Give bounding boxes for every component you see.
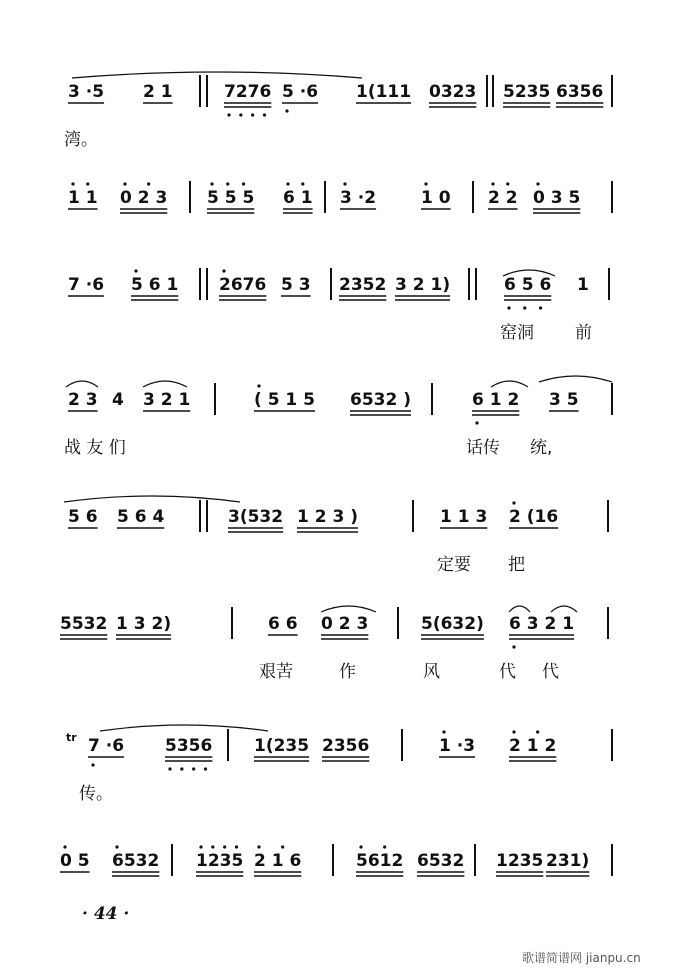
note-group: 1235: [496, 851, 544, 871]
watermark: 歌谱简谱网 jianpu.cn: [522, 951, 641, 965]
octave-dot-high: [257, 845, 260, 848]
note-group: 1(235: [254, 736, 310, 756]
octave-dot-low: [507, 306, 510, 309]
octave-dot-high: [343, 182, 346, 185]
note-group: 6356: [556, 82, 604, 102]
octave-dot-high: [86, 182, 89, 185]
octave-dot-low: [285, 109, 288, 112]
note-group: 5 3: [281, 275, 311, 295]
octave-dot-low: [168, 767, 171, 770]
score-row: [79, 725, 612, 804]
slur: [72, 72, 362, 78]
note-group: 3(532: [228, 507, 284, 527]
note-group: 3 ·5: [68, 82, 105, 102]
octave-dot-low: [475, 421, 478, 424]
octave-dot-low: [227, 113, 230, 116]
ornament-mark: tr: [66, 731, 77, 744]
note-group: 5 5 5: [207, 188, 255, 208]
slur: [143, 381, 187, 387]
note-group: 2676: [219, 275, 267, 295]
octave-dot-high: [123, 182, 126, 185]
note-group: 6 1: [283, 188, 313, 208]
note-group: 1 3 2): [116, 614, 172, 634]
octave-dot-high: [134, 269, 137, 272]
octave-dot-high: [199, 845, 202, 848]
note-group: 5532: [60, 614, 108, 634]
note-group: 6532: [112, 851, 160, 871]
note-group: 231): [546, 851, 590, 871]
octave-dot-high: [222, 269, 225, 272]
note-group: 5356: [165, 736, 213, 756]
page-number: · 44 ·: [82, 904, 130, 924]
octave-dot-high: [424, 182, 427, 185]
slur: [491, 381, 528, 387]
notation-rows: [60, 72, 612, 876]
octave-dot-high: [383, 845, 386, 848]
octave-dot-high: [536, 182, 539, 185]
slur: [100, 725, 268, 731]
octave-dot-low: [239, 113, 242, 116]
lyric-text: 前: [575, 323, 592, 343]
note-group: 0 5: [60, 851, 90, 871]
note-group: 1235: [196, 851, 244, 871]
slur: [64, 496, 240, 502]
note-group: 5(632): [421, 614, 484, 634]
lyric-text: 作: [339, 662, 356, 682]
lyric-text: 窑洞: [500, 323, 534, 343]
score-row: [68, 268, 609, 343]
lyric-text: 代: [499, 662, 516, 682]
slur: [321, 606, 376, 612]
note-group: 5 6 4: [117, 507, 165, 527]
lyric-text: 湾。: [64, 130, 98, 150]
score-row: [64, 496, 608, 575]
note-group: 2 1 2: [509, 736, 557, 756]
note-group: 6532 ): [350, 390, 412, 410]
octave-dot-high: [301, 182, 304, 185]
octave-dot-low: [204, 767, 207, 770]
slur: [509, 606, 530, 612]
note-group: 1 1: [68, 188, 98, 208]
octave-dot-high: [512, 730, 515, 733]
note-group: 1 0: [421, 188, 451, 208]
octave-dot-high: [512, 501, 515, 504]
lyric-text: 统,: [530, 438, 553, 458]
note-group: 1: [577, 275, 589, 295]
note-group: 0 2 3: [120, 188, 168, 208]
octave-dot-high: [71, 182, 74, 185]
octave-dot-high: [115, 845, 118, 848]
lyric-text: 战 友 们: [64, 438, 126, 458]
octave-dot-low: [192, 767, 195, 770]
octave-dot-high: [211, 845, 214, 848]
octave-dot-low: [512, 645, 515, 648]
note-group: 5 6: [68, 507, 98, 527]
note-group: 0 3 5: [533, 188, 581, 208]
note-group: 0 2 3: [321, 614, 369, 634]
octave-dot-high: [257, 384, 260, 387]
octave-dot-high: [223, 845, 226, 848]
score-row: [60, 606, 608, 682]
note-group: 5 ·6: [282, 82, 319, 102]
note-group: 2 1: [143, 82, 173, 102]
octave-dot-high: [63, 845, 66, 848]
octave-dot-high: [442, 730, 445, 733]
score-row: [60, 844, 612, 876]
note-group: 2 (16: [509, 507, 559, 527]
octave-dot-high: [281, 845, 284, 848]
slur: [66, 381, 98, 387]
slur: [551, 606, 577, 612]
note-group: 2 2: [488, 188, 518, 208]
note-group: 6 5 6: [504, 275, 552, 295]
note-group: 1(111: [356, 82, 412, 102]
octave-dot-low: [180, 767, 183, 770]
note-group: 4: [112, 390, 124, 410]
octave-dot-high: [286, 182, 289, 185]
note-group: 6 6: [268, 614, 298, 634]
note-group: 5 6 1: [131, 275, 179, 295]
lyric-text: 话传: [466, 438, 500, 458]
octave-dot-low: [91, 763, 94, 766]
note-group: 2 3: [68, 390, 98, 410]
note-group: 2352: [339, 275, 387, 295]
note-group: ( 5 1 5: [254, 390, 316, 410]
lyric-text: 艰苦: [259, 662, 293, 682]
octave-dot-low: [523, 306, 526, 309]
note-group: 6 1 2: [472, 390, 520, 410]
octave-dot-high: [359, 845, 362, 848]
octave-dot-low: [539, 306, 542, 309]
octave-dot-high: [226, 182, 229, 185]
octave-dot-high: [147, 182, 150, 185]
note-group: 5235: [503, 82, 551, 102]
lyric-text: 把: [508, 555, 525, 575]
octave-dot-high: [491, 182, 494, 185]
slur: [539, 376, 612, 382]
score-row: [64, 376, 612, 458]
note-group: 7 ·6: [68, 275, 105, 295]
note-group: 2 1 6: [254, 851, 302, 871]
octave-dot-low: [251, 113, 254, 116]
note-group: 3 2 1): [395, 275, 451, 295]
octave-dot-high: [536, 730, 539, 733]
octave-dot-high: [210, 182, 213, 185]
lyric-text: 代: [542, 662, 559, 682]
lyric-text: 定要: [437, 555, 471, 575]
note-group: 5612: [356, 851, 404, 871]
note-group: 3 ·2: [340, 188, 377, 208]
octave-dot-high: [242, 182, 245, 185]
lyric-text: 风: [423, 662, 440, 682]
note-group: 6 3 2 1: [509, 614, 575, 634]
note-group: 2356: [322, 736, 370, 756]
note-group: 1 2 3 ): [297, 507, 359, 527]
note-group: 6532: [417, 851, 465, 871]
note-group: 0323: [429, 82, 477, 102]
note-group: 7 ·6: [88, 736, 125, 756]
score-row: [64, 72, 612, 150]
octave-dot-low: [263, 113, 266, 116]
note-group: 1 1 3: [440, 507, 488, 527]
note-group: 7276: [224, 82, 272, 102]
score-row: [68, 181, 612, 213]
note-group: 3 2 1: [143, 390, 191, 410]
octave-dot-high: [506, 182, 509, 185]
note-group: 3 5: [549, 390, 579, 410]
note-group: 1 ·3: [439, 736, 476, 756]
octave-dot-high: [235, 845, 238, 848]
lyric-text: 传。: [79, 784, 113, 804]
